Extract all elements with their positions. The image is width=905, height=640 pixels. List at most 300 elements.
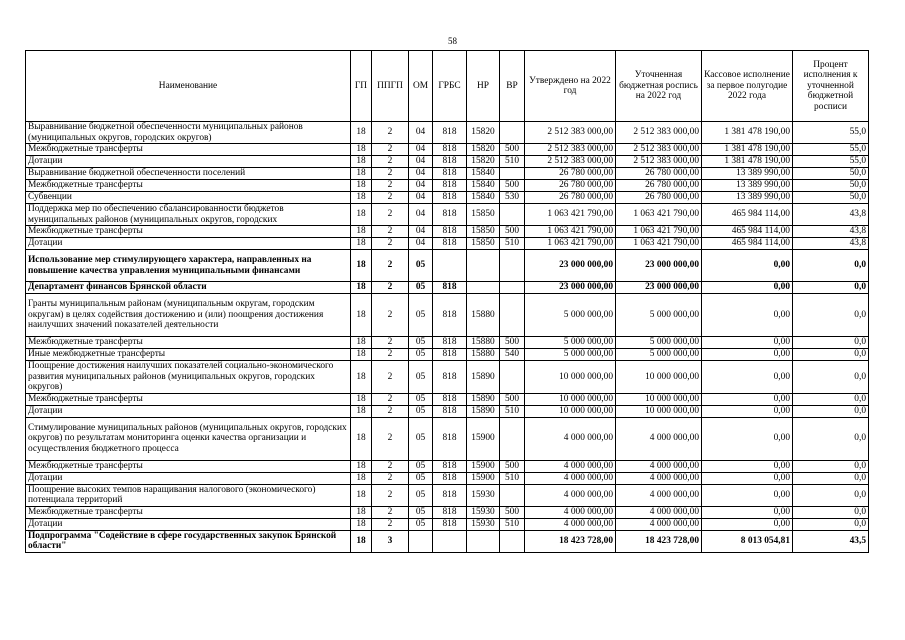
cell-name: Дотации [26,238,351,250]
cell-grbs: 818 [433,168,467,180]
cell-nr: 15820 [467,144,500,156]
cell-om: 04 [409,144,433,156]
cell-approved: 5 000 000,00 [525,337,616,349]
cell-name: Межбюджетные трансферты [26,144,351,156]
cell-name: Межбюджетные трансферты [26,337,351,349]
cell-refined: 10 000 000,00 [616,405,702,417]
cell-cash-execution: 0,00 [702,460,793,472]
cell-cash-execution: 0,00 [702,518,793,530]
cell-vr [500,484,525,506]
cell-nr: 15820 [467,122,500,144]
cell-vr: 510 [500,405,525,417]
cell-approved: 18 423 728,00 [525,530,616,552]
cell-ppgp: 2 [372,192,409,204]
cell-vr [500,417,525,460]
cell-grbs: 818 [433,518,467,530]
cell-approved: 2 512 383 000,00 [525,122,616,144]
cell-refined: 26 780 000,00 [616,168,702,180]
cell-om [409,530,433,552]
cell-name: Поощрение достижения наилучших показателей социально-экономического развития муниципальных районов (муниципальных округов, городских округов) [26,361,351,394]
cell-cash-execution: 0,00 [702,349,793,361]
cell-ppgp: 2 [372,156,409,168]
cell-ppgp: 2 [372,282,409,294]
cell-cash-execution: 0,00 [702,337,793,349]
cell-ppgp: 2 [372,460,409,472]
cell-om: 04 [409,180,433,192]
cell-om: 04 [409,204,433,226]
cell-cash-execution: 465 984 114,00 [702,226,793,238]
cell-gp: 18 [351,180,372,192]
cell-approved: 26 780 000,00 [525,168,616,180]
table-row [26,393,869,405]
cell-grbs: 818 [433,282,467,294]
cell-approved: 23 000 000,00 [525,250,616,282]
cell-om: 04 [409,156,433,168]
cell-percent: 0,0 [793,294,869,337]
cell-ppgp: 2 [372,393,409,405]
cell-ppgp: 2 [372,417,409,460]
cell-percent: 43,8 [793,238,869,250]
cell-grbs: 818 [433,460,467,472]
cell-nr: 15850 [467,238,500,250]
cell-nr: 15840 [467,180,500,192]
cell-cash-execution: 1 381 478 190,00 [702,156,793,168]
cell-ppgp: 2 [372,405,409,417]
cell-approved: 10 000 000,00 [525,405,616,417]
cell-name: Поощрение высоких темпов наращивания налогового (экономического) потенциала территорий [26,484,351,506]
cell-grbs: 818 [433,405,467,417]
cell-vr: 500 [500,506,525,518]
cell-vr: 500 [500,180,525,192]
cell-percent: 0,0 [793,472,869,484]
cell-om: 04 [409,226,433,238]
cell-gp: 18 [351,250,372,282]
cell-vr: 510 [500,518,525,530]
cell-ppgp: 2 [372,122,409,144]
cell-approved: 1 063 421 790,00 [525,226,616,238]
cell-refined: 4 000 000,00 [616,484,702,506]
cell-approved: 2 512 383 000,00 [525,144,616,156]
cell-percent: 0,0 [793,405,869,417]
cell-gp: 18 [351,349,372,361]
cell-ppgp: 2 [372,484,409,506]
cell-approved: 1 063 421 790,00 [525,204,616,226]
column-header-ppgp: ППГП [372,51,409,122]
cell-name: Межбюджетные трансферты [26,180,351,192]
cell-name: Департамент финансов Брянской области [26,282,351,294]
cell-approved: 23 000 000,00 [525,282,616,294]
cell-refined: 18 423 728,00 [616,530,702,552]
cell-gp: 18 [351,226,372,238]
cell-grbs: 818 [433,180,467,192]
cell-refined: 2 512 383 000,00 [616,144,702,156]
cell-gp: 18 [351,506,372,518]
table-row [26,405,869,417]
cell-grbs: 818 [433,156,467,168]
cell-grbs: 818 [433,472,467,484]
table-row [26,460,869,472]
cell-approved: 4 000 000,00 [525,417,616,460]
column-header-nr: НР [467,51,500,122]
cell-grbs [433,530,467,552]
cell-name: Поддержка мер по обеспечению сбалансированности бюджетов муниципальных районов (муниципальных округов, городских [26,204,351,226]
table-row [26,122,869,144]
cell-ppgp: 2 [372,250,409,282]
cell-name: Субвенции [26,192,351,204]
cell-gp: 18 [351,156,372,168]
cell-refined: 26 780 000,00 [616,180,702,192]
cell-refined: 2 512 383 000,00 [616,122,702,144]
cell-refined: 1 063 421 790,00 [616,238,702,250]
cell-vr [500,282,525,294]
cell-nr [467,530,500,552]
cell-percent: 43,5 [793,530,869,552]
cell-gp: 18 [351,192,372,204]
cell-gp: 18 [351,518,372,530]
column-header-percent: Процент исполнения к уточненной бюджетной росписи [793,51,869,122]
cell-refined: 4 000 000,00 [616,472,702,484]
cell-approved: 26 780 000,00 [525,180,616,192]
cell-ppgp: 2 [372,337,409,349]
cell-refined: 5 000 000,00 [616,294,702,337]
cell-name: Дотации [26,472,351,484]
cell-percent: 0,0 [793,417,869,460]
cell-name: Подпрограмма "Содействие в сфере государственных закупок Брянской области" [26,530,351,552]
table-row [26,337,869,349]
cell-percent: 0,0 [793,518,869,530]
cell-nr: 15900 [467,460,500,472]
cell-refined: 1 063 421 790,00 [616,204,702,226]
cell-grbs: 818 [433,144,467,156]
cell-cash-execution: 0,00 [702,393,793,405]
cell-name: Межбюджетные трансферты [26,226,351,238]
cell-nr: 15880 [467,337,500,349]
cell-grbs: 818 [433,226,467,238]
cell-ppgp: 2 [372,518,409,530]
cell-percent: 0,0 [793,460,869,472]
cell-vr [500,361,525,394]
cell-gp: 18 [351,361,372,394]
cell-percent: 50,0 [793,168,869,180]
cell-approved: 5 000 000,00 [525,294,616,337]
cell-ppgp: 2 [372,226,409,238]
cell-nr: 15840 [467,192,500,204]
column-header-approved: Утверждено на 2022 год [525,51,616,122]
cell-refined: 10 000 000,00 [616,361,702,394]
cell-nr: 15820 [467,156,500,168]
cell-vr: 500 [500,144,525,156]
cell-gp: 18 [351,393,372,405]
cell-nr [467,282,500,294]
cell-cash-execution: 13 389 990,00 [702,180,793,192]
table-row [26,484,869,506]
cell-ppgp: 2 [372,238,409,250]
cell-nr: 15850 [467,226,500,238]
cell-gp: 18 [351,294,372,337]
column-header-grbs: ГРБС [433,51,467,122]
cell-om: 04 [409,192,433,204]
cell-ppgp: 2 [372,168,409,180]
cell-percent: 55,0 [793,122,869,144]
cell-grbs: 818 [433,204,467,226]
cell-percent: 0,0 [793,250,869,282]
cell-vr: 510 [500,156,525,168]
cell-approved: 4 000 000,00 [525,518,616,530]
cell-vr [500,168,525,180]
cell-percent: 0,0 [793,361,869,394]
cell-om: 04 [409,238,433,250]
cell-gp: 18 [351,405,372,417]
cell-refined: 4 000 000,00 [616,518,702,530]
cell-refined: 4 000 000,00 [616,506,702,518]
cell-percent: 0,0 [793,349,869,361]
cell-om: 05 [409,405,433,417]
cell-nr: 15930 [467,518,500,530]
table-row [26,506,869,518]
cell-refined: 5 000 000,00 [616,337,702,349]
cell-cash-execution: 8 013 054,81 [702,530,793,552]
column-header-vr: ВР [500,51,525,122]
cell-cash-execution: 0,00 [702,294,793,337]
cell-gp: 18 [351,484,372,506]
cell-gp: 18 [351,530,372,552]
cell-percent: 50,0 [793,192,869,204]
cell-gp: 18 [351,238,372,250]
table-row [26,168,869,180]
table-row [26,238,869,250]
cell-refined: 4 000 000,00 [616,417,702,460]
cell-refined: 26 780 000,00 [616,192,702,204]
cell-cash-execution: 0,00 [702,250,793,282]
cell-gp: 18 [351,460,372,472]
cell-om: 05 [409,460,433,472]
cell-gp: 18 [351,337,372,349]
cell-grbs: 818 [433,506,467,518]
table-row [26,250,869,282]
cell-vr: 500 [500,226,525,238]
cell-percent: 55,0 [793,144,869,156]
cell-percent: 43,8 [793,204,869,226]
cell-cash-execution: 13 389 990,00 [702,168,793,180]
cell-grbs: 818 [433,349,467,361]
table-row [26,192,869,204]
cell-gp: 18 [351,168,372,180]
cell-cash-execution: 1 381 478 190,00 [702,144,793,156]
table-row [26,472,869,484]
cell-vr [500,204,525,226]
cell-om: 05 [409,250,433,282]
cell-percent: 0,0 [793,337,869,349]
cell-name: Дотации [26,518,351,530]
cell-name: Выравнивание бюджетной обеспеченности муниципальных районов (муниципальных округов, городских округов) [26,122,351,144]
cell-ppgp: 2 [372,144,409,156]
cell-approved: 5 000 000,00 [525,349,616,361]
table-row [26,226,869,238]
cell-cash-execution: 0,00 [702,361,793,394]
cell-om: 05 [409,484,433,506]
cell-percent: 0,0 [793,506,869,518]
cell-vr: 510 [500,472,525,484]
cell-cash-execution: 0,00 [702,405,793,417]
column-header-gp: ГП [351,51,372,122]
cell-om: 05 [409,472,433,484]
cell-cash-execution: 0,00 [702,282,793,294]
cell-name: Гранты муниципальным районам (муниципальным округам, городским округам) в целях содействия достижению и (или) поощрения достижения наилучших значений показателей деятельности [26,294,351,337]
cell-gp: 18 [351,144,372,156]
cell-refined: 5 000 000,00 [616,349,702,361]
cell-nr: 15930 [467,484,500,506]
table-row [26,349,869,361]
cell-om: 05 [409,294,433,337]
cell-name: Использование мер стимулирующего характера, направленных на повышение качества управления муниципальными финансами [26,250,351,282]
cell-cash-execution: 0,00 [702,472,793,484]
cell-cash-execution: 1 381 478 190,00 [702,122,793,144]
cell-gp: 18 [351,122,372,144]
cell-name: Дотации [26,405,351,417]
cell-percent: 0,0 [793,393,869,405]
cell-om: 05 [409,506,433,518]
cell-nr: 15900 [467,417,500,460]
cell-ppgp: 2 [372,349,409,361]
cell-grbs: 818 [433,361,467,394]
cell-om: 04 [409,122,433,144]
cell-nr: 15930 [467,506,500,518]
cell-vr: 500 [500,393,525,405]
cell-name: Дотации [26,156,351,168]
column-header-om: ОМ [409,51,433,122]
cell-refined: 4 000 000,00 [616,460,702,472]
table-row [26,361,869,394]
cell-refined: 2 512 383 000,00 [616,156,702,168]
cell-om: 05 [409,349,433,361]
table-row [26,156,869,168]
cell-grbs: 818 [433,294,467,337]
cell-grbs: 818 [433,238,467,250]
cell-percent: 0,0 [793,282,869,294]
cell-vr [500,294,525,337]
cell-om: 05 [409,361,433,394]
cell-approved: 10 000 000,00 [525,393,616,405]
budget-execution-table [25,50,869,553]
cell-refined: 1 063 421 790,00 [616,226,702,238]
cell-nr: 15850 [467,204,500,226]
cell-refined: 23 000 000,00 [616,250,702,282]
cell-approved: 4 000 000,00 [525,484,616,506]
cell-nr: 15900 [467,472,500,484]
cell-gp: 18 [351,282,372,294]
cell-gp: 18 [351,204,372,226]
cell-om: 05 [409,518,433,530]
cell-nr: 15890 [467,393,500,405]
cell-grbs: 818 [433,192,467,204]
cell-grbs: 818 [433,393,467,405]
cell-cash-execution: 0,00 [702,417,793,460]
cell-percent: 50,0 [793,180,869,192]
cell-ppgp: 2 [372,472,409,484]
cell-om: 05 [409,417,433,460]
cell-refined: 10 000 000,00 [616,393,702,405]
cell-cash-execution: 0,00 [702,484,793,506]
cell-name: Выравнивание бюджетной обеспеченности поселений [26,168,351,180]
cell-cash-execution: 13 389 990,00 [702,192,793,204]
cell-cash-execution: 465 984 114,00 [702,238,793,250]
cell-name: Стимулирование муниципальных районов (муниципальных округов, городских округов) по результатам мониторинга оценки качества организации и осуществления бюджетного процесса [26,417,351,460]
cell-grbs: 818 [433,417,467,460]
column-header-refined: Уточненная бюджетная роспись на 2022 год [616,51,702,122]
table-row [26,282,869,294]
cell-grbs: 818 [433,337,467,349]
cell-nr: 15890 [467,361,500,394]
cell-ppgp: 3 [372,530,409,552]
cell-vr: 510 [500,238,525,250]
cell-om: 05 [409,282,433,294]
cell-approved: 4 000 000,00 [525,506,616,518]
cell-ppgp: 2 [372,361,409,394]
cell-ppgp: 2 [372,294,409,337]
table-row [26,530,869,552]
cell-approved: 4 000 000,00 [525,460,616,472]
table-row [26,204,869,226]
table-row [26,180,869,192]
cell-grbs [433,250,467,282]
cell-ppgp: 2 [372,180,409,192]
cell-nr: 15880 [467,349,500,361]
cell-vr: 500 [500,460,525,472]
cell-name: Межбюджетные трансферты [26,506,351,518]
cell-approved: 26 780 000,00 [525,192,616,204]
table-row [26,417,869,460]
column-header-name: Наименование [26,51,351,122]
cell-gp: 18 [351,472,372,484]
cell-vr: 530 [500,192,525,204]
table-body [26,122,869,553]
table-row [26,144,869,156]
cell-name: Межбюджетные трансферты [26,393,351,405]
cell-gp: 18 [351,417,372,460]
cell-vr [500,250,525,282]
cell-ppgp: 2 [372,506,409,518]
table-header-row [26,51,869,122]
cell-percent: 43,8 [793,226,869,238]
column-header-cash-execution: Кассовое исполнение за первое полугодие 2022 года [702,51,793,122]
cell-grbs: 818 [433,122,467,144]
cell-nr: 15880 [467,294,500,337]
cell-approved: 2 512 383 000,00 [525,156,616,168]
cell-nr [467,250,500,282]
cell-approved: 1 063 421 790,00 [525,238,616,250]
cell-approved: 10 000 000,00 [525,361,616,394]
cell-om: 04 [409,168,433,180]
cell-nr: 15890 [467,405,500,417]
table-row [26,294,869,337]
cell-name: Иные межбюджетные трансферты [26,349,351,361]
cell-vr: 500 [500,337,525,349]
cell-nr: 15840 [467,168,500,180]
cell-ppgp: 2 [372,204,409,226]
cell-grbs: 818 [433,484,467,506]
cell-om: 05 [409,393,433,405]
cell-name: Межбюджетные трансферты [26,460,351,472]
cell-cash-execution: 0,00 [702,506,793,518]
cell-cash-execution: 465 984 114,00 [702,204,793,226]
cell-percent: 55,0 [793,156,869,168]
cell-vr: 540 [500,349,525,361]
table-row [26,518,869,530]
cell-vr [500,122,525,144]
cell-approved: 4 000 000,00 [525,472,616,484]
cell-refined: 23 000 000,00 [616,282,702,294]
cell-vr [500,530,525,552]
